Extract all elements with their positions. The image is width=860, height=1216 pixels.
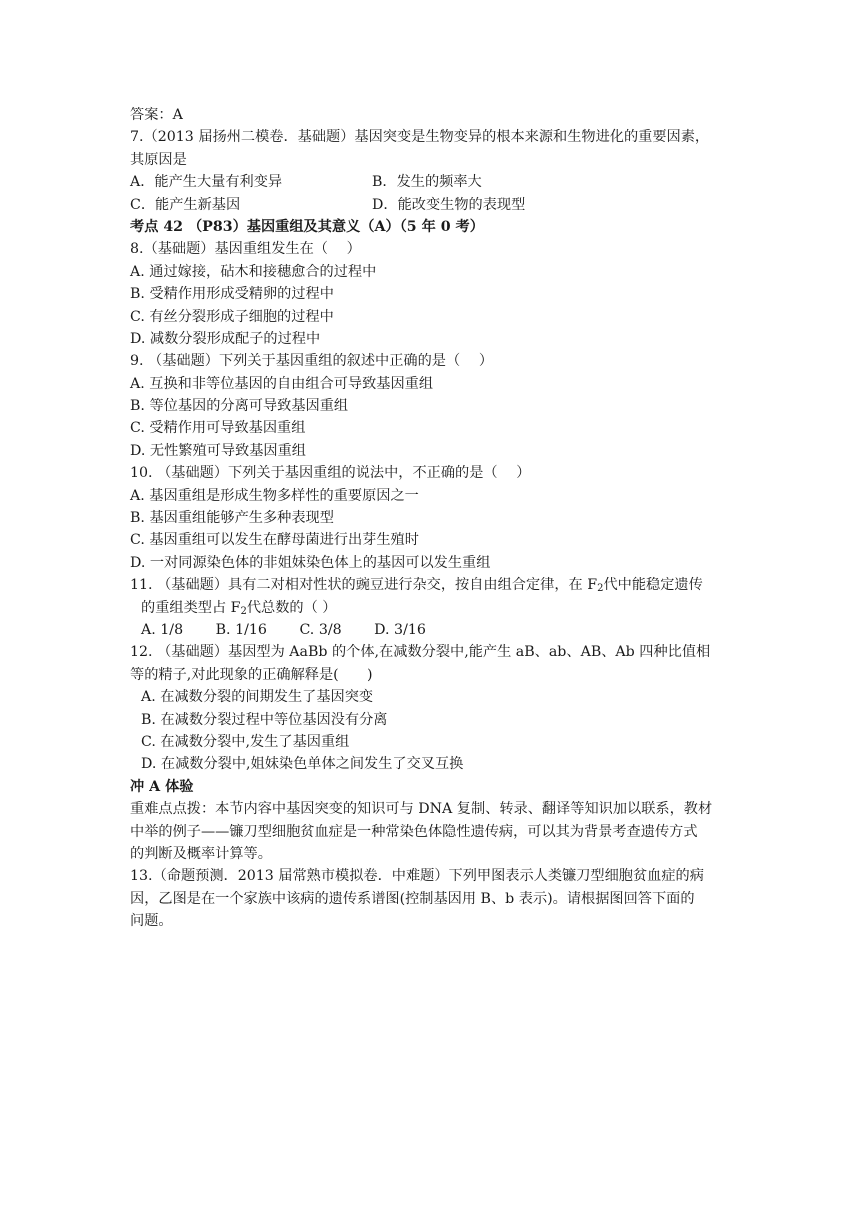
q11-text-3: 的重组类型占 F <box>141 599 241 616</box>
q11-option-b: B. 1/16 <box>215 621 267 638</box>
q10-option-c: C. 基因重组可以发生在酵母菌进行出芽生殖时 <box>130 532 419 549</box>
q7-options-row-1 <box>130 171 735 193</box>
section-heading-42: 考点 42 （P83）基因重组及其意义（A）（5 年 0 考） <box>130 218 484 235</box>
q9-option-c: C. 受精作用可导致基因重组 <box>130 420 306 437</box>
q7-stem-line-2: 其原因是 <box>130 151 187 168</box>
tips-line-2: 中举的例子——镰刀型细胞贫血症是一种常染色体隐性遗传病，可以其为背景考查遗传方式 <box>130 823 698 840</box>
q8-option-c: C. 有丝分裂形成子细胞的过程中 <box>130 308 334 325</box>
q7-option-b: B．发生的频率大 <box>372 174 482 191</box>
q11-subscript-1: 2 <box>597 583 604 595</box>
q8-stem: 8.（基础题）基因重组发生在（ ） <box>130 241 361 258</box>
section-heading-chong-a: 冲 A 体验 <box>130 778 194 795</box>
q12-option-c: C. 在减数分裂中,发生了基因重组 <box>141 733 350 750</box>
q7-options-row-2 <box>130 194 735 216</box>
q7-stem-line-1: 7.（2013 届扬州二模卷．基础题）基因突变是生物变异的根本来源和生物进化的重要因素， <box>130 129 710 146</box>
q9-option-d: D. 无性繁殖可导致基因重组 <box>130 442 306 459</box>
answer-line: 答案：A <box>130 107 183 123</box>
q9-option-a: A. 互换和非等位基因的自由组合可导致基因重组 <box>130 375 434 392</box>
q11-option-d: D. 3/16 <box>374 621 426 638</box>
tips-line-3: 的判断及概率计算等。 <box>130 845 272 862</box>
q8-option-b: B. 受精作用形成受精卵的过程中 <box>130 286 334 303</box>
q7-option-c: C．能产生新基因 <box>130 196 241 213</box>
q12-option-a: A. 在减数分裂的间期发生了基因突变 <box>141 689 374 706</box>
q7-option-d: D．能改变生物的表现型 <box>372 196 526 213</box>
q10-option-a: A. 基因重组是形成生物多样性的重要原因之一 <box>130 487 419 504</box>
q9-option-b: B. 等位基因的分离可导致基因重组 <box>130 398 349 415</box>
q11-text-1: 11. （基础题）具有二对相对性状的豌豆进行杂交，按自由组合定律，在 F <box>130 577 598 594</box>
q12-stem-line-2: 等的精子,对此现象的正确解释是( ) <box>130 666 373 683</box>
q11-option-c: C. 3/8 <box>299 621 342 638</box>
q12-option-b: B. 在减数分裂过程中等位基因没有分离 <box>141 711 388 728</box>
q12-option-d: D. 在减数分裂中,姐妹染色单体之间发生了交叉互换 <box>141 756 464 773</box>
q10-stem: 10. （基础题）下列关于基因重组的说法中，不正确的是（ ） <box>130 465 531 482</box>
q11-option-a: A. 1/8 <box>141 621 184 638</box>
q8-option-a: A. 通过嫁接，砧木和接穗愈合的过程中 <box>130 263 377 280</box>
document-content <box>130 104 735 932</box>
q11-stem-line-1 <box>130 574 735 596</box>
q13-stem-line-3: 问题。 <box>130 913 173 930</box>
q7-option-a: A．能产生大量有利变异 <box>130 174 283 191</box>
q13-stem-line-1: 13.（命题预测．2013 届常熟市模拟卷．中难题）下列甲图表示人类镰刀型细胞贫血症的病 <box>130 868 704 885</box>
q10-option-d: D. 一对同源染色体的非姐妹染色体上的基因可以发生重组 <box>130 554 491 571</box>
q8-option-d: D. 减数分裂形成配子的过程中 <box>130 330 321 347</box>
q11-text-2: 代中能稳定遗传 <box>603 577 703 594</box>
tips-line-1: 重难点点拨：本节内容中基因突变的知识可与 DNA 复制、转录、翻译等知识加以联系，教材 <box>130 801 713 818</box>
q11-subscript-2: 2 <box>240 605 247 617</box>
q11-options <box>130 619 735 641</box>
q9-stem: 9. （基础题）下列关于基因重组的叙述中正确的是（ ） <box>130 353 494 370</box>
q11-stem-line-2 <box>130 597 735 619</box>
q11-text-4: 代总数的（ ） <box>246 599 337 616</box>
q12-stem-line-1: 12. （基础题）基因型为 AaBb 的个体,在减数分裂中,能产生 aB、ab、AB、Ab 四种比值相 <box>130 644 711 661</box>
q10-option-b: B. 基因重组能够产生多种表现型 <box>130 510 334 527</box>
q13-stem-line-2: 因，乙图是在一个家族中该病的遗传系谱图(控制基因用 B、b 表示)。请根据图回答下面的 <box>130 890 695 907</box>
